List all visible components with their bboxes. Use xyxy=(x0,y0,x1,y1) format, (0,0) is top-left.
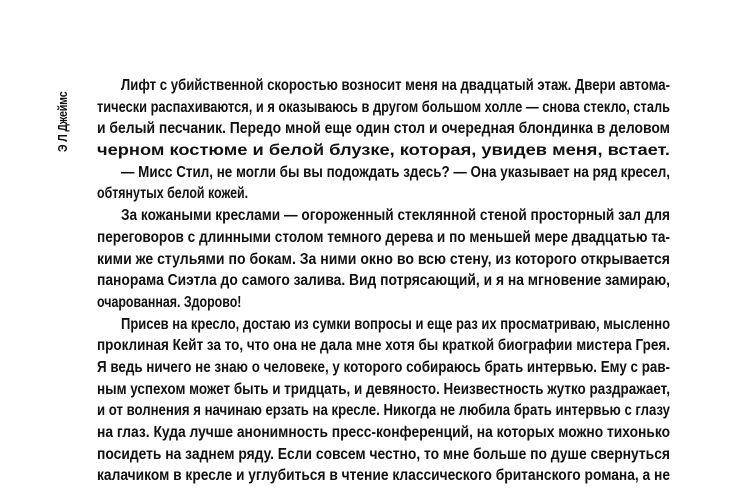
text-line xyxy=(97,270,670,292)
text-line xyxy=(97,379,670,401)
text-line xyxy=(97,357,670,379)
text-line xyxy=(97,118,670,140)
text-line-content: очарованная. Здорово! xyxy=(97,293,242,311)
body-text xyxy=(97,75,670,487)
text-line-content: кими же стульями по бокам. За ними окно во всю стену, из которого открывается xyxy=(97,250,670,268)
text-line xyxy=(97,97,670,119)
text-line-content: черном костюме и белой блузке, которая, увидев меня, встает. xyxy=(97,142,670,160)
text-line xyxy=(97,162,670,184)
text-line-content: проклиная Кейт за то, что она не дала мне хотя бы краткой биографии мистера Грея. xyxy=(97,337,670,355)
text-line-content: и от волнения я начинаю ерзать на кресле. Никогда не любила брать интервью с глазу xyxy=(97,402,670,420)
text-line-content: посидеть на заднем ряду. Если совсем честно, то мне больше по душе свернуться xyxy=(97,445,670,463)
text-line xyxy=(97,292,670,314)
text-line xyxy=(97,314,670,336)
text-line-content: Я ведь ничего не знаю о человеке, у которого собираюсь брать интервью. Ему с рав- xyxy=(97,358,670,376)
text-line xyxy=(97,335,670,357)
text-line xyxy=(97,140,670,162)
text-line-content: на глаз. Куда лучше анонимность пресс-конференций, на которых можно тихонько xyxy=(97,424,670,441)
text-line xyxy=(97,444,670,466)
text-line-content: — Мисс Стил, не могли бы вы подождать здесь? — Она указывает на ряд кресел, xyxy=(121,163,670,181)
text-line-content: За кожаными креслами — огороженный стеклянной стеной просторный зал для xyxy=(121,207,670,225)
text-line xyxy=(97,422,670,444)
text-line xyxy=(97,183,670,205)
text-line-content: калачиком в кресле и углубиться в чтение классического британского романа, а не xyxy=(97,467,670,485)
text-line xyxy=(97,227,670,249)
text-line-content: обтянутых белой кожей. xyxy=(97,185,249,203)
text-line-content: и белый песчаник. Передо мной еще один стол и очередная блондинка в деловом xyxy=(97,120,670,138)
text-line xyxy=(97,249,670,271)
text-line xyxy=(97,75,670,97)
text-line-content: панорама Сиэтла до самого залива. Вид потрясающий, и я на мгновение замираю, xyxy=(97,272,670,290)
text-line xyxy=(97,465,670,487)
text-line xyxy=(97,400,670,422)
text-line-content: переговоров с длинными столом темного дерева и по меньшей мере двадцатью та- xyxy=(97,228,670,246)
text-line-content: ным успехом может быть и тридцать, и девяносто. Неизвестность жутко раздражает, xyxy=(97,380,670,398)
text-line-content: Присев на кресло, достаю из сумки вопросы и еще раз их просматриваю, мысленно xyxy=(121,315,670,333)
text-line-content: Лифт с убийственной скоростью возносит меня на двадцатый этаж. Двери автома- xyxy=(121,77,670,94)
text-line-content: тически распахиваются, и я оказываюсь в другом большом холле — снова стекло, сталь xyxy=(97,98,670,116)
text-line xyxy=(97,205,670,227)
running-head-author: Э Л Джеймс xyxy=(55,91,70,152)
